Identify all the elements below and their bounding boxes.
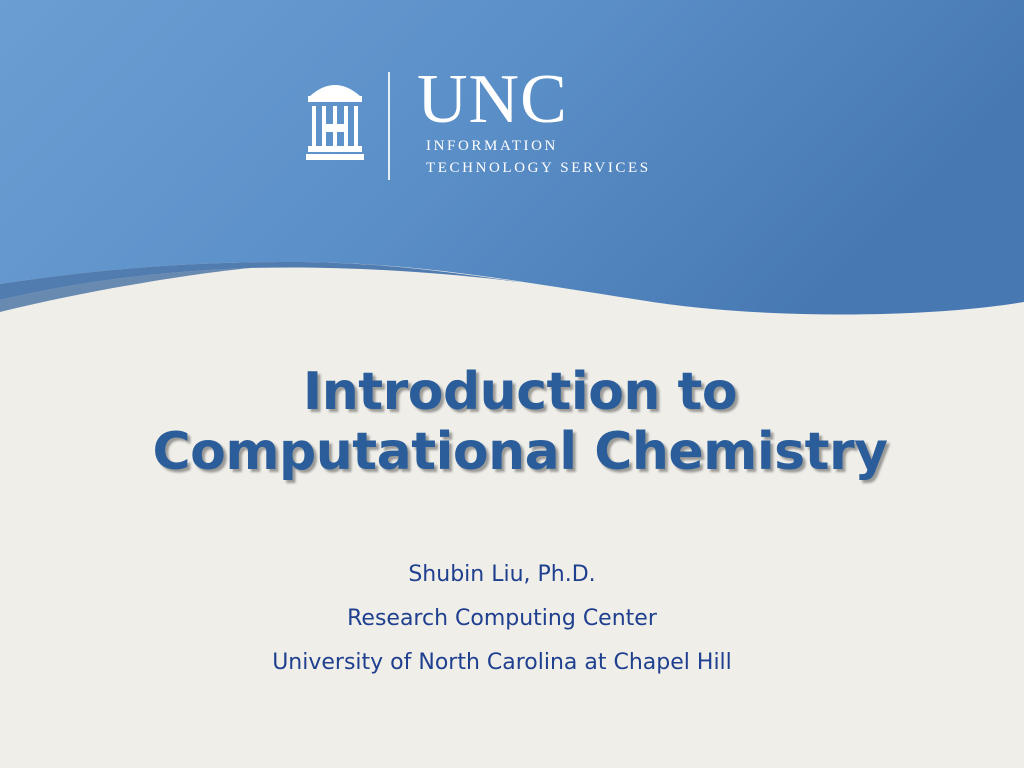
slide-title-line1: Introduction to (302, 362, 738, 422)
old-well-icon (304, 76, 366, 164)
logo-wordmark: UNC (417, 61, 568, 138)
presenter-name: Shubin Liu, Ph.D. (408, 562, 596, 587)
slide-title-line2: Computational Chemistry (152, 422, 888, 482)
logo-tagline-line1: INFORMATION (426, 138, 558, 154)
logo-divider (388, 72, 390, 180)
presenter-department: Research Computing Center (347, 606, 657, 631)
slide-title (0, 362, 1024, 482)
unc-its-logo (300, 61, 740, 185)
presenter-institution: University of North Carolina at Chapel Hill (272, 650, 732, 675)
presenter-info (0, 558, 1004, 690)
logo-tagline-line2: TECHNOLOGY SERVICES (426, 160, 651, 176)
